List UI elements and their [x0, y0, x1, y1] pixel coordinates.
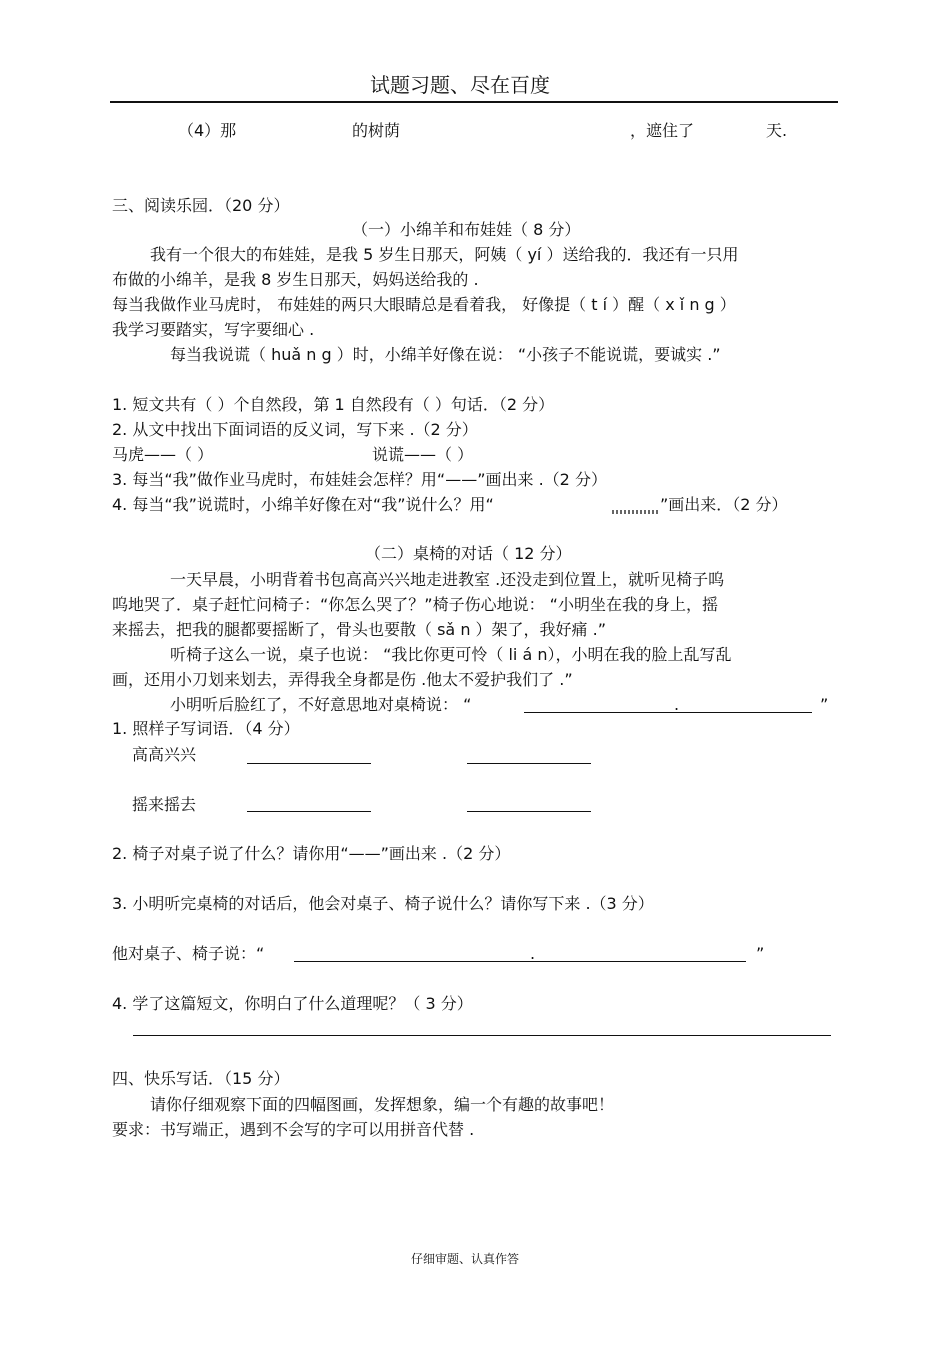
part2-p1-line3: 来摇去，把我的腿都要摇断了，骨头也要散（ sǎ n ）架了，我好痛 .”	[112, 620, 607, 639]
prev-item4-c: ，遮住了	[630, 121, 695, 140]
answer-blank-p3[interactable]	[524, 712, 812, 713]
part1-q2-antonym-b: 说谎——（ ）	[372, 445, 474, 464]
section4-requirement: 要求：书写端正，遇到不会写的字可以用拼音代替 .	[112, 1120, 475, 1139]
part2-question-2: 2. 椅子对桌子说了什么？请你用“——”画出来 .（2 分）	[112, 844, 511, 863]
part1-q2-antonym-a: 马虎——（ ）	[112, 445, 214, 464]
part1-title: （一）小绵羊和布娃娃（ 8 分）	[352, 220, 581, 239]
answer-blank-word2-a[interactable]	[247, 811, 371, 812]
answer-blank-word1-a[interactable]	[247, 763, 371, 764]
part1-p2-line1: 每当我做作业马虎时， 布娃娃的两只大眼睛总是看着我， 好像提（ t í ）醒（ x ǐ n g ）	[112, 295, 736, 314]
part2-q1-word-2: 摇来摇去	[132, 795, 197, 814]
prev-item4-d: 天.	[766, 121, 788, 140]
part1-question-3: 3. 每当“我”做作业马虎时，布娃娃会怎样？用“——”画出来 .（2 分）	[112, 470, 607, 489]
part2-p1-line1: 一天早晨，小明背着书包高高兴兴地走进教室 .还没走到位置上，就听见椅子呜	[170, 570, 725, 589]
section3-title: 三、阅读乐园．（20 分）	[112, 196, 290, 215]
answer-blank-q4[interactable]	[133, 1035, 831, 1036]
part2-q1-word-1: 高高兴兴	[132, 745, 197, 764]
part2-q3-answer-close-quote: ”	[756, 944, 765, 963]
wavy-underline-mark	[612, 510, 658, 514]
prev-item4-a: （4）那	[178, 121, 237, 140]
part1-p3: 每当我说谎（ huǎ n g ）时，小绵羊好像在说： “小孩子不能说谎，要诚实 .”	[170, 345, 721, 364]
part2-p3: 小明听后脸红了，不好意思地对桌椅说： “	[170, 695, 472, 714]
part2-title: （二）桌椅的对话（ 12 分）	[365, 544, 572, 563]
section4-title: 四、快乐写话．（15 分）	[112, 1069, 290, 1088]
part1-p1-line2: 布做的小绵羊，是我 8 岁生日那天，妈妈送给我的 .	[112, 270, 479, 289]
answer-blank-q3[interactable]	[294, 961, 746, 962]
answer-blank-word2-b[interactable]	[467, 811, 591, 812]
part1-question-4-end: ”画出来．（2 分）	[660, 495, 788, 514]
part1-question-2: 2. 从文中找出下面词语的反义词，写下来 .（2 分）	[112, 420, 478, 439]
part2-p1-line2: 呜地哭了．桌子赶忙问椅子：“你怎么哭了？”椅子伤心地说： “小明坐在我的身上，摇	[112, 595, 718, 614]
part1-p1-line1: 我有一个很大的布娃娃，是我 5 岁生日那天，阿姨（ yí ）送给我的．我还有一只用	[150, 245, 739, 264]
page-footer: 仔细审题、认真作答	[411, 1252, 520, 1266]
part1-question-4: 4. 每当“我”说谎时，小绵羊好像在对“我”说什么？用“	[112, 495, 494, 514]
part2-p3-close-quote: ”	[820, 695, 829, 714]
part2-question-4: 4. 学了这篇短文，你明白了什么道理呢？（ 3 分）	[112, 994, 473, 1013]
part2-p3-dot: .	[674, 695, 680, 714]
answer-blank-word1-b[interactable]	[467, 763, 591, 764]
part2-question-1: 1. 照样子写词语．（4 分）	[112, 719, 300, 738]
section4-instruction: 请你仔细观察下面的四幅图画，发挥想象，编一个有趣的故事吧！	[150, 1095, 615, 1114]
header-rule	[110, 101, 838, 103]
part2-question-3: 3. 小明听完桌椅的对话后，他会对桌子、椅子说什么？请你写下来 .（3 分）	[112, 894, 654, 913]
part2-q3-answer-dot: .	[530, 944, 536, 963]
part1-p2-line2: 我学习要踏实，写字要细心 .	[112, 320, 315, 339]
part2-q3-answer-label: 他对桌子、椅子说：“	[112, 944, 265, 963]
part2-p2-line1: 听椅子这么一说，桌子也说： “我比你更可怜（ li á n），小明在我的脸上乱写乱	[170, 645, 732, 664]
part2-p2-line2: 画，还用小刀划来划去，弄得我全身都是伤 .他太不爱护我们了 .”	[112, 670, 573, 689]
page-header-title: 试题习题、尽在百度	[370, 73, 550, 97]
part1-question-1: 1. 短文共有（ ）个自然段，第 1 自然段有（ ）句话．（2 分）	[112, 395, 555, 414]
prev-item4-b: 的树荫	[352, 121, 401, 140]
